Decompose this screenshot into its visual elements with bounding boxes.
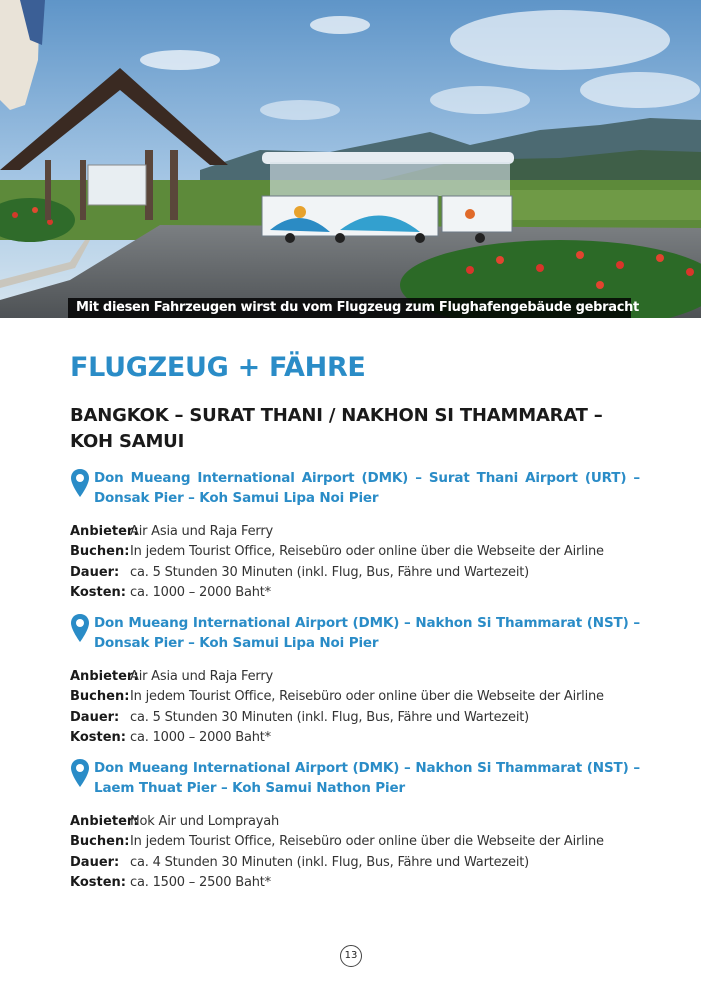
booking-row [70,687,640,707]
section-subtitle: BANGKOK – SURAT THANI / NAKHON SI THAMMARAT – KOH SAMUI [70,405,603,452]
cost-value: ca. 1000 – 2000 Baht* [130,729,271,745]
duration-value: ca. 5 Stunden 30 Minuten (inkl. Flug, Bus, Fähre und Wartezeit) [130,709,530,725]
page-title: FLUGZEUG + FÄHRE [70,352,366,383]
location-pin-icon [70,468,90,498]
route-details [70,667,640,748]
page-number: 13 [340,945,362,967]
cost-row [70,728,640,748]
provider-row [70,667,640,687]
cost-value: ca. 1500 – 2500 Baht* [130,874,271,890]
cost-row [70,873,640,893]
airport-tram-illustration [0,0,701,318]
route-block [70,758,640,893]
provider-value: Air Asia und Raja Ferry [130,524,273,539]
provider-label: Anbieter: [70,814,139,829]
provider-value: Air Asia und Raja Ferry [130,669,273,684]
booking-value: In jedem Tourist Office, Reisebüro oder online über die Webseite der Airline [130,689,604,705]
photo-caption: Mit diesen Fahrzeugen wirst du vom Flugzeug zum Flughafengebäude gebracht [68,298,631,318]
cost-value: ca. 1000 – 2000 Baht* [130,584,271,600]
booking-label: Buchen: [70,544,130,560]
route-block [70,468,640,603]
provider-value: Nok Air und Lomprayah [130,814,280,829]
booking-row [70,832,640,852]
booking-value: In jedem Tourist Office, Reisebüro oder online über die Webseite der Airline [130,544,604,560]
route-details [70,812,640,893]
route-title: Don Mueang International Airport (DMK) – Surat Thani Airport (URT) – Donsak Pier – Koh Samui Lipa Noi Pier [94,470,640,506]
location-pin-icon [70,758,90,788]
cost-label: Kosten: [70,874,126,890]
route-details [70,522,640,603]
location-pin-icon [70,613,90,643]
provider-label: Anbieter: [70,524,139,539]
booking-row [70,542,640,562]
duration-value: ca. 4 Stunden 30 Minuten (inkl. Flug, Bus, Fähre und Wartezeit) [130,854,530,870]
provider-label: Anbieter: [70,669,139,684]
duration-label: Dauer: [70,564,120,580]
cost-label: Kosten: [70,729,126,745]
duration-row [70,853,640,873]
cost-row [70,583,640,603]
duration-value: ca. 5 Stunden 30 Minuten (inkl. Flug, Bus, Fähre und Wartezeit) [130,564,530,580]
booking-value: In jedem Tourist Office, Reisebüro oder online über die Webseite der Airline [130,834,604,850]
cost-label: Kosten: [70,584,126,600]
duration-label: Dauer: [70,709,120,725]
provider-row [70,522,640,542]
airport-photo [0,0,701,318]
route-block [70,613,640,748]
duration-row [70,563,640,583]
provider-row [70,812,640,832]
booking-label: Buchen: [70,834,130,850]
duration-row [70,708,640,728]
duration-label: Dauer: [70,854,120,870]
route-title: Don Mueang International Airport (DMK) – Nakhon Si Thammarat (NST) – Donsak Pier – Koh Samui Lipa Noi Pier [94,615,640,651]
booking-label: Buchen: [70,689,130,705]
route-title: Don Mueang International Airport (DMK) – Nakhon Si Thammarat (NST) – Laem Thuat Pier – Koh Samui Nathon Pier [94,760,640,796]
